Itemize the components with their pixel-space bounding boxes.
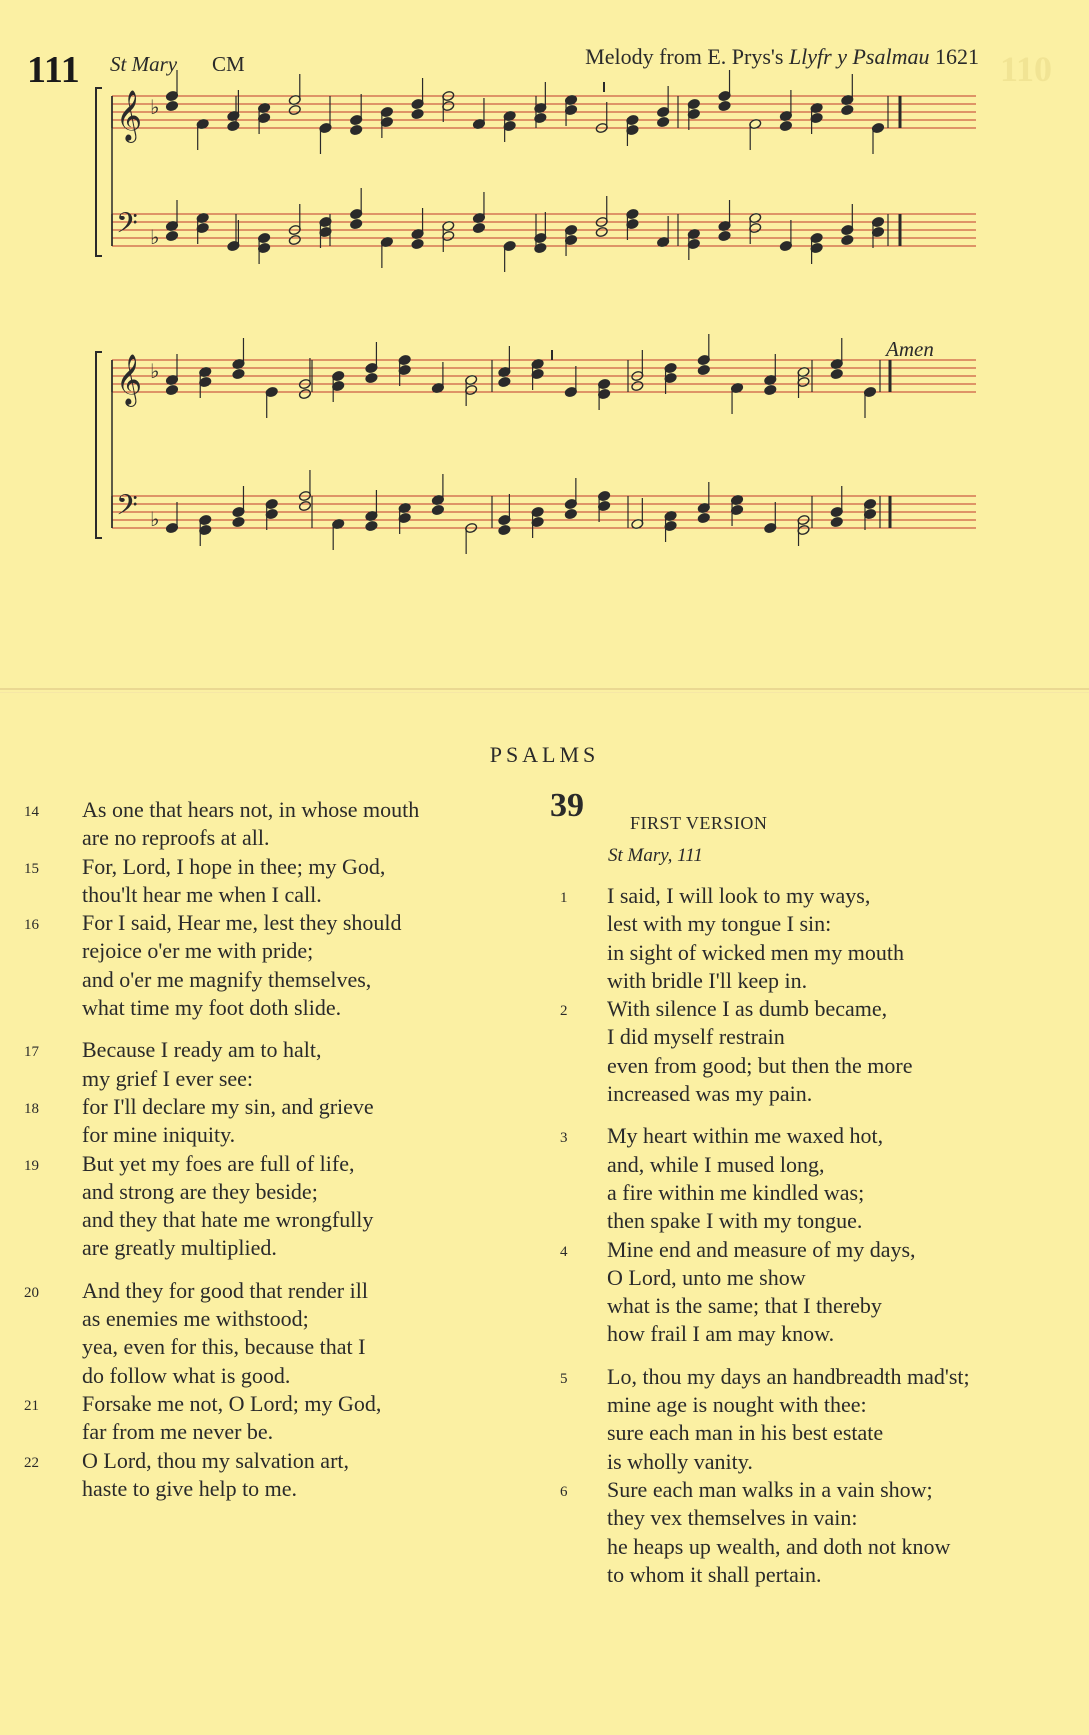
note-head [631, 380, 644, 391]
page-fold-divider [0, 688, 1089, 690]
verse-line [24, 909, 504, 937]
note-head [365, 372, 378, 383]
verse-line [550, 939, 1080, 967]
verse-line [24, 1178, 504, 1206]
verse-line [550, 1122, 1080, 1150]
bleed-through-number: 110 [1000, 49, 1053, 89]
note-head [472, 222, 485, 233]
verse-text: they vex themselves in vain: [607, 1505, 858, 1531]
verse-number: 5 [560, 1370, 568, 1387]
verse-line [550, 1419, 1080, 1447]
flat-icon: ♭ [150, 359, 160, 383]
verse-number: 4 [560, 1243, 568, 1260]
verse-line [550, 1476, 1080, 1504]
note-head [232, 368, 245, 379]
stanza [550, 882, 1080, 1108]
verse-number: 21 [24, 1397, 39, 1414]
note-head [841, 104, 854, 115]
verse-text: thou'lt hear me when I call. [82, 881, 322, 907]
verse-text: increased was my pain. [607, 1081, 813, 1107]
verse-line [24, 796, 504, 824]
verse-number: 15 [24, 860, 39, 877]
source-title: Llyfr y Psalmau [788, 44, 930, 69]
verse-line [550, 910, 1080, 938]
verse-text: I said, I will look to my ways, [607, 883, 871, 908]
note-head [165, 100, 178, 111]
note-head [697, 364, 710, 375]
verse-text: My heart within me waxed hot, [607, 1123, 884, 1149]
verse-text: my grief I ever see: [82, 1065, 254, 1091]
tune-name: St Mary [110, 52, 178, 76]
note-head [288, 234, 301, 245]
note-head [298, 500, 311, 511]
verse-text: are no reproofs at all. [82, 825, 270, 851]
verse-line [550, 1179, 1080, 1207]
source-prefix: Melody from E. Prys's [585, 44, 789, 69]
verse-line [550, 1264, 1080, 1292]
verse-text: Forsake me not, O Lord; my God, [82, 1390, 382, 1416]
verse-number: 3 [560, 1130, 568, 1147]
note-head [411, 238, 424, 249]
verse-text: with bridle I'll keep in. [607, 967, 808, 993]
verse-line [550, 1151, 1080, 1179]
note-head [564, 508, 577, 519]
flat-icon: ♭ [150, 507, 160, 531]
note-head [365, 520, 378, 531]
verse-line [550, 1533, 1080, 1561]
verse-line [24, 1305, 504, 1333]
treble-clef-icon: 𝄞 [116, 90, 143, 141]
verse-line [550, 1504, 1080, 1532]
verse-line [24, 1333, 504, 1361]
verse-line [24, 1277, 504, 1305]
verse-line [550, 1023, 1080, 1051]
page-fold-shadow [0, 692, 1089, 693]
verse-number: 14 [24, 804, 39, 820]
verse-text: And they for good that render ill [82, 1277, 368, 1303]
verse-text: and they that hate me wrongfully [82, 1207, 374, 1233]
note-head [764, 384, 777, 395]
verse-text: what is the same; that I thereby [607, 1293, 882, 1319]
verse-line [24, 937, 504, 965]
verse-text: do follow what is good. [82, 1362, 291, 1388]
verse-number: 1 [560, 890, 568, 906]
verse-text: for I'll declare my sin, and grieve [82, 1093, 374, 1119]
verse-line [550, 1561, 1080, 1589]
verse-line [24, 994, 504, 1022]
note-head [298, 388, 311, 399]
note-head [165, 384, 178, 395]
verse-line [24, 1036, 504, 1064]
note-head [227, 120, 240, 131]
verse-line [24, 1150, 504, 1178]
verse-text: As one that hears not, in whose mouth [82, 797, 420, 822]
verse-number: 22 [24, 1454, 39, 1471]
verse-text: and o'er me magnify themselves, [82, 966, 372, 992]
verse-text: But yet my foes are full of life, [82, 1150, 355, 1176]
verse-text: O Lord, unto me show [607, 1264, 806, 1290]
note-head [830, 368, 843, 379]
psalm-39-verses [550, 882, 1080, 1589]
verse-line [550, 995, 1080, 1023]
verse-number: 16 [24, 917, 39, 934]
note-head [498, 376, 511, 387]
stanza [550, 1363, 1080, 1589]
verse-line [24, 853, 504, 881]
verse-line [24, 1234, 504, 1262]
verse-number: 17 [24, 1044, 39, 1061]
verse-text: For I said, Hear me, lest they should [82, 910, 402, 936]
verse-line [24, 1475, 504, 1503]
verse-text: haste to give help to me. [82, 1475, 298, 1501]
note-head [779, 120, 792, 131]
verse-line [24, 1206, 504, 1234]
stanza [24, 1036, 504, 1262]
verse-text: Because I ready am to halt, [82, 1037, 322, 1063]
verse-text: lest with my tongue I sin: [607, 911, 832, 937]
verse-line [24, 1418, 504, 1446]
verse-line [550, 1080, 1080, 1108]
stanza [24, 796, 504, 1022]
verse-line [550, 1236, 1080, 1264]
verse-number: 6 [560, 1483, 568, 1500]
verse-line [550, 1292, 1080, 1320]
flat-icon: ♭ [150, 225, 160, 249]
bass-clef-icon: 𝄢 [116, 489, 138, 529]
verse-text: Sure each man walks in a vain show; [607, 1476, 933, 1502]
verse-line [24, 1390, 504, 1418]
verse-line [24, 1447, 504, 1475]
hymn-number: 111 [27, 49, 80, 91]
verse-number: 19 [24, 1157, 39, 1174]
note-head [165, 230, 178, 241]
psalm-heading [550, 787, 1080, 882]
verse-text: sure each man in his best estate [607, 1420, 884, 1446]
verse-text: yea, even for this, because that I [82, 1334, 366, 1360]
note-head [498, 524, 511, 535]
verse-text: as enemies me withstood; [82, 1306, 309, 1332]
note-head [697, 512, 710, 523]
verse-text: With silence I as dumb became, [607, 996, 888, 1022]
verse-text: a fire within me kindled was; [607, 1179, 865, 1205]
verse-text: what time my foot doth slide. [82, 995, 342, 1021]
note-head [288, 104, 301, 115]
verse-line [24, 1121, 504, 1149]
verse-text: is wholly vanity. [607, 1448, 753, 1474]
verse-text: mine age is nought with thee: [607, 1392, 867, 1418]
verse-text: far from me never be. [82, 1419, 274, 1445]
verse-text: how frail I am may know. [607, 1321, 835, 1347]
note-head [431, 504, 444, 515]
verse-line [550, 967, 1080, 995]
stanza [24, 1277, 504, 1503]
verse-line [550, 1448, 1080, 1476]
verse-line [24, 1362, 504, 1390]
verse-line [24, 966, 504, 994]
note-head [718, 100, 731, 111]
verse-number: 20 [24, 1284, 39, 1301]
verse-line [550, 1320, 1080, 1348]
system-bracket [96, 352, 102, 538]
note-head [841, 234, 854, 245]
tune-reference: St Mary, 111 [608, 845, 703, 866]
verse-text: then spake I with my tongue. [607, 1208, 863, 1234]
music-score [0, 0, 1089, 600]
verse-line [550, 1207, 1080, 1235]
system-bracket [96, 88, 102, 256]
note-head [830, 516, 843, 527]
verse-text: for mine iniquity. [82, 1122, 236, 1148]
amen-label: Amen [886, 337, 934, 361]
note-head [411, 108, 424, 119]
psalm-38-continuation [24, 796, 504, 1517]
verse-line [550, 882, 1080, 910]
verse-text: For, Lord, I hope in thee; my God, [82, 853, 386, 879]
verse-text: rejoice o'er me with pride; [82, 938, 314, 964]
verse-line [550, 1391, 1080, 1419]
meter: CM [212, 52, 245, 76]
psalm-39-column [550, 787, 1080, 1603]
treble-clef-icon: 𝄞 [116, 354, 143, 405]
verse-text: and, while I mused long, [607, 1151, 825, 1177]
verse-line [24, 881, 504, 909]
verse-text: Lo, thou my days an handbreadth mad'st; [607, 1363, 970, 1389]
verse-text: Mine end and measure of my days, [607, 1236, 916, 1262]
psalm-version: FIRST VERSION [630, 813, 768, 833]
note-head [350, 124, 363, 135]
flat-icon: ♭ [150, 95, 160, 119]
verse-line [550, 1363, 1080, 1391]
note-head [718, 230, 731, 241]
verse-line [24, 824, 504, 852]
verse-text: and strong are they beside; [82, 1178, 318, 1204]
verse-text: are greatly multiplied. [82, 1235, 277, 1261]
stanza [550, 1122, 1080, 1348]
note-head [595, 226, 608, 237]
verse-number: 2 [560, 1003, 568, 1020]
section-title: PSALMS [489, 742, 600, 767]
note-head [350, 218, 363, 229]
source-year: 1621 [929, 44, 979, 69]
verse-number: 18 [24, 1100, 39, 1117]
verse-text: to whom it shall pertain. [607, 1561, 822, 1587]
verse-text: even from good; but then the more [607, 1052, 913, 1078]
verse-line [550, 1052, 1080, 1080]
verse-text: in sight of wicked men my mouth [607, 939, 904, 965]
bass-clef-icon: 𝄢 [116, 207, 138, 247]
note-head [232, 516, 245, 527]
verse-text: he heaps up wealth, and doth not know [607, 1533, 951, 1559]
verse-line [24, 1065, 504, 1093]
verse-line [24, 1093, 504, 1121]
note-head [657, 116, 670, 127]
verse-text: I did myself restrain [607, 1024, 785, 1050]
psalm-number: 39 [550, 787, 584, 824]
verse-text: O Lord, thou my salvation art, [82, 1447, 350, 1473]
